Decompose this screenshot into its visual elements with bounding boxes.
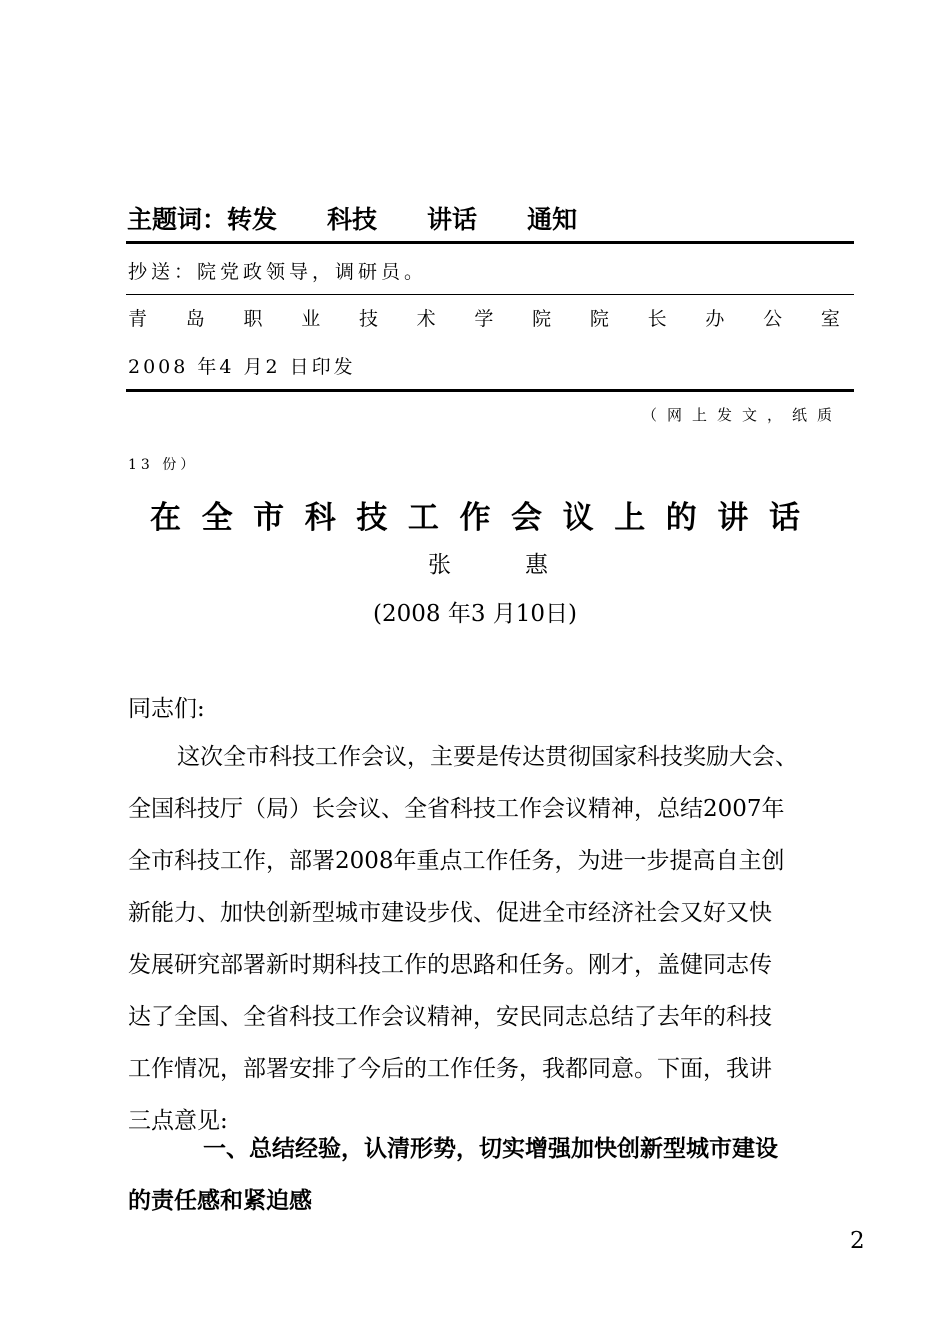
issuer-char: 青: [128, 308, 148, 330]
issuer-char: 学: [474, 308, 494, 330]
paragraph-line: 这次全市科技工作会议，主要是传达贯彻国家科技奖励大会、: [177, 744, 798, 770]
issuer-char: 公: [763, 308, 783, 330]
subject-keywords: [127, 200, 577, 236]
keyword: 讲话: [427, 205, 478, 234]
keyword: 科技: [327, 205, 378, 234]
speech-date: (2008 年3 月10日): [373, 601, 578, 627]
body-paragraph: [128, 731, 848, 1147]
divider-thick-bottom: [126, 389, 854, 392]
issuer-char: 长: [647, 308, 667, 330]
paragraph-line: 达了全国、全省科技工作会议精神，安民同志总结了去年的科技: [128, 1004, 772, 1030]
speech-title: [150, 492, 800, 537]
keywords-label: 主题词：: [127, 205, 228, 234]
title-char: 市: [253, 500, 285, 536]
page-number: 2: [850, 1228, 865, 1254]
issuer-char: 技: [358, 308, 378, 330]
title-char: 的: [665, 500, 697, 536]
title-char: 技: [356, 500, 388, 536]
title-char: 话: [768, 500, 800, 536]
paragraph-line: 全市科技工作，部署2008年重点工作任务，为进一步提高自主创: [128, 848, 785, 874]
divider-thick-top: [126, 241, 854, 244]
title-char: 全: [201, 500, 233, 536]
heading-line: 一、总结经验，认清形势，切实增强加快创新型城市建设: [203, 1136, 778, 1162]
author-char: 张: [428, 552, 451, 578]
issuer-char: 岛: [185, 308, 205, 330]
paragraph-line: 工作情况，部署安排了今后的工作任务，我都同意。下面，我讲: [128, 1056, 772, 1082]
keyword: 通知: [527, 205, 578, 234]
author-char: 惠: [525, 552, 548, 578]
issuer-char: 术: [416, 308, 436, 330]
paragraph-line: 发展研究部署新时期科技工作的思路和任务。刚才，盖健同志传: [128, 952, 772, 978]
title-char: 上: [614, 500, 646, 536]
issuer-char: 院: [589, 308, 609, 330]
distribution-note-line1: （网上发文，纸质: [642, 406, 843, 424]
issuer-char: 职: [243, 308, 263, 330]
title-char: 会: [511, 500, 543, 536]
paragraph-line: 三点意见:: [128, 1108, 228, 1134]
divider-thin: [126, 294, 854, 295]
issuer-office: [128, 304, 840, 331]
title-char: 科: [304, 500, 336, 536]
title-char: 议: [562, 500, 594, 536]
title-char: 作: [459, 500, 491, 536]
section-heading: [128, 1123, 848, 1227]
issuer-char: 业: [301, 308, 321, 330]
cc-line: 抄送：院党政领导，调研员。: [128, 261, 428, 283]
paragraph-line: 新能力、加快创新型城市建设步伐、促进全市经济社会又好又快: [128, 900, 772, 926]
keyword: 转发: [227, 205, 278, 234]
paragraph-line: 全国科技厅（局）长会议、全省科技工作会议精神，总结2007年: [128, 796, 785, 822]
issuer-char: 院: [532, 308, 552, 330]
title-char: 工: [407, 500, 439, 536]
greeting: 同志们:: [128, 696, 205, 722]
heading-line: 的责任感和紧迫感: [128, 1188, 312, 1214]
title-char: 在: [150, 500, 181, 536]
speech-author: [428, 546, 548, 579]
print-date: 2008 年4 月2 日印发: [128, 356, 356, 378]
distribution-note-line2: 13 份）: [128, 457, 199, 473]
title-char: 讲: [717, 500, 749, 536]
issuer-char: 办: [705, 308, 725, 330]
issuer-char: 室: [820, 308, 840, 330]
